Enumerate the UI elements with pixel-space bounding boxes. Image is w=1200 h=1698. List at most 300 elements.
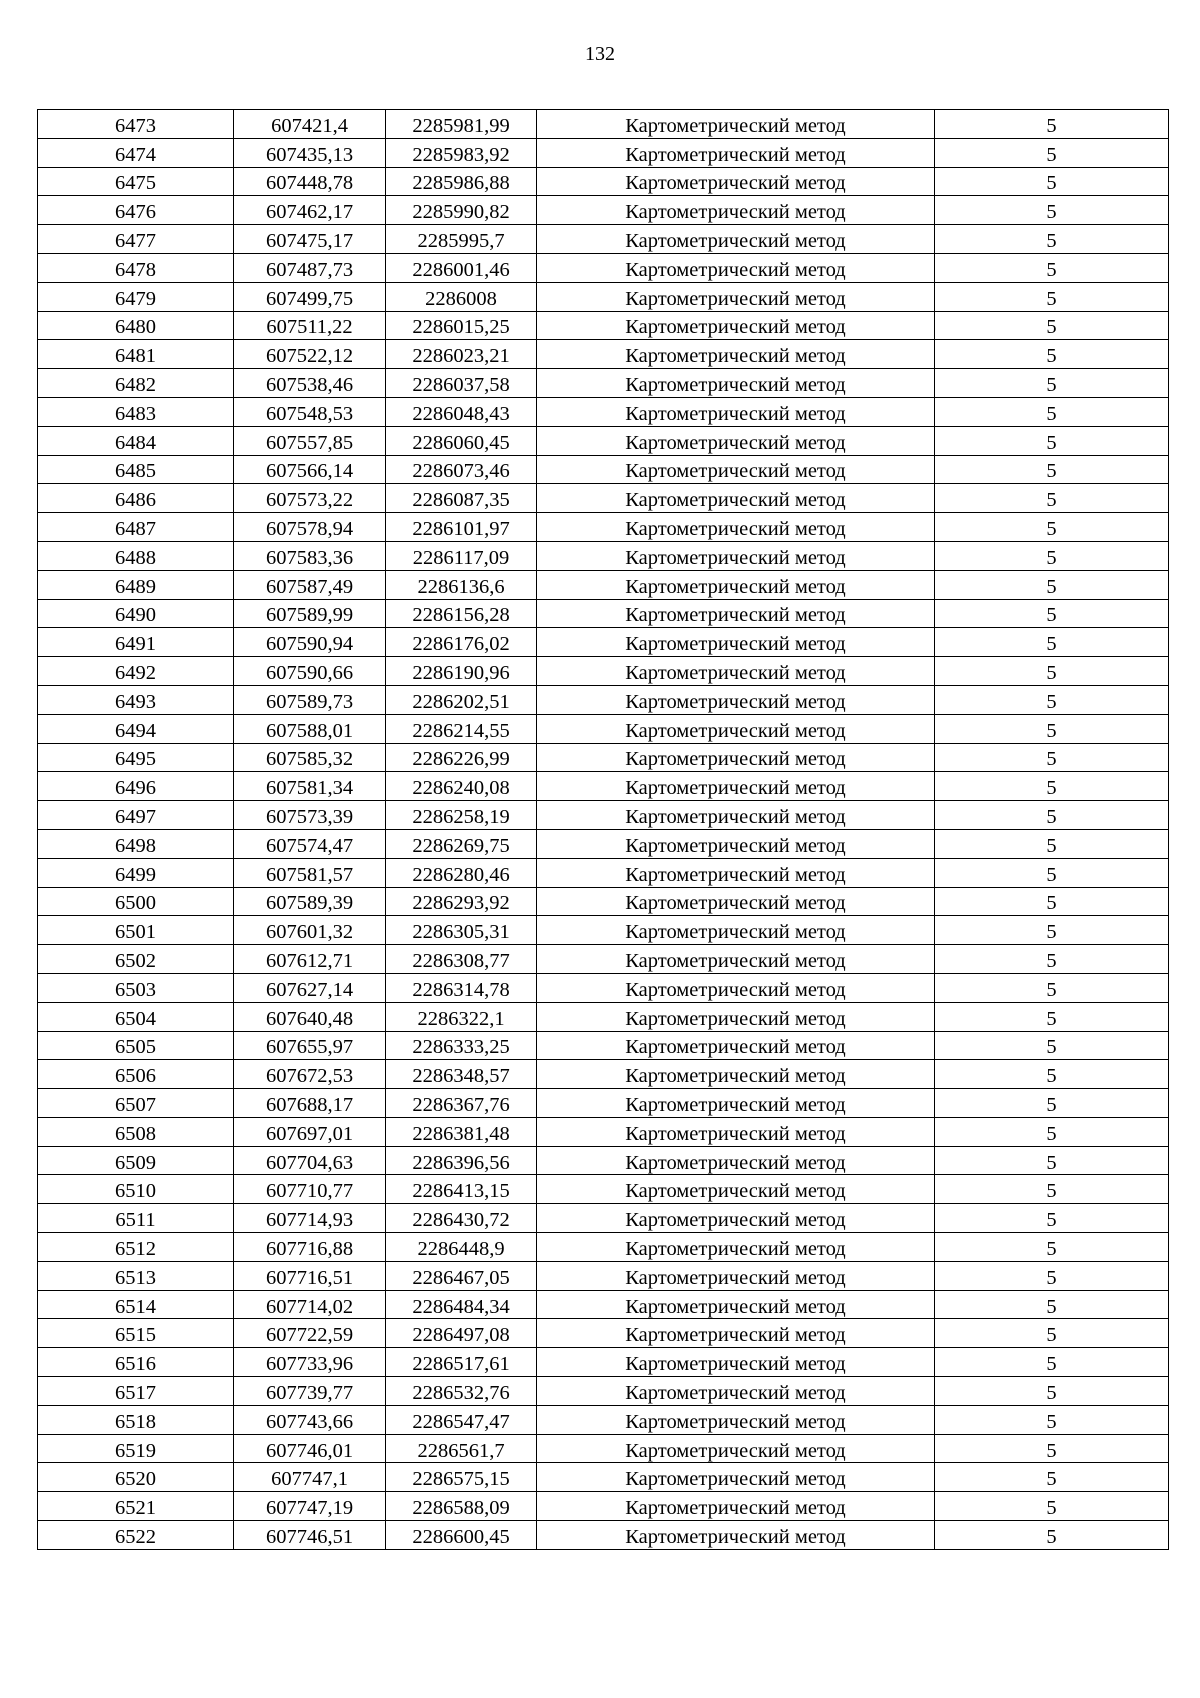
method-text: Картометрический метод: [625, 518, 846, 541]
accuracy-text: 5: [1046, 1007, 1057, 1030]
table-row: [38, 1204, 1169, 1233]
x-coordinate-text: 607612,71: [265, 950, 354, 972]
method-cell: [537, 945, 935, 974]
y-coordinate-cell: [386, 1377, 537, 1406]
y-coordinate-text: 2286381,48: [412, 1122, 510, 1145]
y-coordinate-text: 2286214,55: [412, 719, 510, 742]
y-coordinate-cell: [386, 426, 537, 455]
y-coordinate-cell: [386, 369, 537, 398]
point-number-cell: [38, 340, 234, 369]
x-coordinate-cell: [234, 1002, 386, 1031]
accuracy-cell: [935, 426, 1169, 455]
point-number-text: 6520: [115, 1468, 156, 1491]
method-text: Картометрический метод: [625, 719, 846, 742]
method-text: Картометрический метод: [625, 662, 846, 685]
point-number-cell: [38, 829, 234, 858]
method-text: Картометрический метод: [625, 460, 846, 483]
accuracy-text: 5: [1046, 230, 1057, 253]
x-coordinate-text: 607733,96: [265, 1353, 354, 1376]
table-row: [38, 1405, 1169, 1434]
method-cell: [537, 1089, 935, 1118]
x-coordinate-text: 607672,53: [265, 1065, 354, 1088]
coordinates-table: [37, 109, 1169, 1550]
x-coordinate-cell: [234, 1348, 386, 1377]
y-coordinate-text: 2286484,34: [412, 1295, 510, 1318]
y-coordinate-text: 2286547,47: [412, 1410, 510, 1433]
y-coordinate-cell: [386, 945, 537, 974]
y-coordinate-cell: [386, 225, 537, 254]
y-coordinate-cell: [386, 541, 537, 570]
y-coordinate-text: 2286430,72: [412, 1209, 510, 1232]
x-coordinate-cell: [234, 829, 386, 858]
x-coordinate-text: 607722,59: [265, 1324, 354, 1347]
method-text: Картометрический метод: [625, 345, 846, 368]
accuracy-cell: [935, 1146, 1169, 1175]
accuracy-text: 5: [1046, 172, 1057, 195]
point-number-cell: [38, 253, 234, 282]
table-row: [38, 1290, 1169, 1319]
table-row: [38, 829, 1169, 858]
point-number-text: 6483: [115, 402, 156, 425]
accuracy-cell: [935, 1463, 1169, 1492]
y-coordinate-cell: [386, 570, 537, 599]
method-text: Картометрический метод: [625, 1266, 846, 1289]
y-coordinate-text: 2285986,88: [412, 172, 510, 195]
accuracy-cell: [935, 513, 1169, 542]
method-text: Картометрический метод: [625, 431, 846, 454]
x-coordinate-text: 607566,14: [265, 460, 354, 483]
method-text: Картометрический метод: [625, 806, 846, 829]
point-number-cell: [38, 1117, 234, 1146]
x-coordinate-cell: [234, 1117, 386, 1146]
point-number-cell: [38, 1521, 234, 1550]
table-row: [38, 772, 1169, 801]
point-number-text: 6489: [115, 575, 156, 598]
x-coordinate-cell: [234, 1204, 386, 1233]
point-number-text: 6516: [115, 1353, 156, 1376]
y-coordinate-text: 2286517,61: [412, 1353, 510, 1376]
x-coordinate-cell: [234, 513, 386, 542]
y-coordinate-cell: [386, 1319, 537, 1348]
method-text: Картометрический метод: [625, 748, 846, 771]
x-coordinate-text: 607746,51: [265, 1525, 354, 1548]
method-text: Картометрический метод: [625, 1151, 846, 1174]
accuracy-text: 5: [1046, 662, 1057, 685]
x-coordinate-text: 607557,85: [265, 431, 354, 454]
method-text: Картометрический метод: [625, 1237, 846, 1260]
accuracy-text: 5: [1046, 1353, 1057, 1376]
x-coordinate-cell: [234, 570, 386, 599]
point-number-text: 6503: [115, 978, 156, 1001]
accuracy-text: 5: [1046, 748, 1057, 771]
x-coordinate-text: 607588,01: [265, 719, 354, 742]
point-number-text: 6488: [115, 546, 156, 569]
x-coordinate-cell: [234, 196, 386, 225]
accuracy-cell: [935, 743, 1169, 772]
point-number-cell: [38, 887, 234, 916]
accuracy-cell: [935, 397, 1169, 426]
point-number-cell: [38, 196, 234, 225]
y-coordinate-cell: [386, 1117, 537, 1146]
accuracy-text: 5: [1046, 1151, 1057, 1174]
y-coordinate-cell: [386, 1492, 537, 1521]
accuracy-text: 5: [1046, 1381, 1057, 1404]
method-cell: [537, 513, 935, 542]
method-text: Картометрический метод: [625, 1180, 846, 1203]
method-cell: [537, 599, 935, 628]
accuracy-text: 5: [1046, 950, 1057, 972]
accuracy-cell: [935, 916, 1169, 945]
accuracy-cell: [935, 1002, 1169, 1031]
table-row: [38, 1117, 1169, 1146]
y-coordinate-text: 2285983,92: [412, 143, 510, 166]
y-coordinate-cell: [386, 513, 537, 542]
y-coordinate-text: 2286293,92: [412, 892, 510, 915]
y-coordinate-text: 2285995,7: [417, 230, 505, 253]
table-row: [38, 455, 1169, 484]
x-coordinate-text: 607573,22: [265, 489, 354, 512]
x-coordinate-cell: [234, 801, 386, 830]
accuracy-text: 5: [1046, 1036, 1057, 1059]
x-coordinate-text: 607581,34: [265, 777, 354, 800]
x-coordinate-text: 607627,14: [265, 978, 354, 1001]
table-row: [38, 714, 1169, 743]
table-row: [38, 1233, 1169, 1262]
point-number-cell: [38, 455, 234, 484]
method-text: Картометрический метод: [625, 1065, 846, 1088]
x-coordinate-cell: [234, 1060, 386, 1089]
point-number-cell: [38, 1290, 234, 1319]
point-number-text: 6476: [115, 201, 156, 224]
point-number-cell: [38, 570, 234, 599]
y-coordinate-cell: [386, 1521, 537, 1550]
accuracy-text: 5: [1046, 892, 1057, 915]
method-text: Картометрический метод: [625, 950, 846, 972]
x-coordinate-text: 607589,39: [265, 892, 354, 915]
table-row: [38, 253, 1169, 282]
x-coordinate-cell: [234, 484, 386, 513]
point-number-text: 6499: [115, 863, 156, 886]
point-number-text: 6486: [115, 489, 156, 512]
accuracy-text: 5: [1046, 287, 1057, 310]
accuracy-text: 5: [1046, 431, 1057, 454]
y-coordinate-text: 2286258,19: [412, 806, 510, 829]
method-cell: [537, 426, 935, 455]
point-number-text: 6478: [115, 258, 156, 281]
point-number-cell: [38, 945, 234, 974]
y-coordinate-text: 2286136,6: [417, 575, 505, 598]
y-coordinate-text: 2286101,97: [412, 518, 510, 541]
x-coordinate-cell: [234, 282, 386, 311]
x-coordinate-cell: [234, 858, 386, 887]
point-number-cell: [38, 916, 234, 945]
point-number-text: 6477: [115, 230, 156, 253]
point-number-text: 6507: [115, 1093, 156, 1116]
method-cell: [537, 282, 935, 311]
x-coordinate-text: 607448,78: [265, 172, 354, 195]
x-coordinate-cell: [234, 397, 386, 426]
y-coordinate-text: 2286023,21: [412, 345, 510, 368]
point-number-cell: [38, 282, 234, 311]
accuracy-cell: [935, 973, 1169, 1002]
table-row: [38, 1089, 1169, 1118]
point-number-text: 6522: [115, 1525, 156, 1548]
accuracy-cell: [935, 1233, 1169, 1262]
accuracy-text: 5: [1046, 1237, 1057, 1260]
x-coordinate-text: 607640,48: [265, 1007, 354, 1030]
accuracy-cell: [935, 484, 1169, 513]
x-coordinate-text: 607574,47: [265, 834, 354, 857]
table-row: [38, 973, 1169, 1002]
method-cell: [537, 541, 935, 570]
y-coordinate-text: 2286467,05: [412, 1266, 510, 1289]
y-coordinate-cell: [386, 397, 537, 426]
method-cell: [537, 1175, 935, 1204]
x-coordinate-text: 607714,93: [265, 1209, 354, 1232]
point-number-cell: [38, 1492, 234, 1521]
method-cell: [537, 484, 935, 513]
method-text: Картометрический метод: [625, 863, 846, 886]
accuracy-text: 5: [1046, 777, 1057, 800]
x-coordinate-text: 607716,51: [265, 1266, 354, 1289]
y-coordinate-text: 2286314,78: [412, 978, 510, 1001]
point-number-text: 6487: [115, 518, 156, 541]
accuracy-cell: [935, 685, 1169, 714]
x-coordinate-cell: [234, 1521, 386, 1550]
y-coordinate-text: 2286156,28: [412, 604, 510, 627]
method-cell: [537, 397, 935, 426]
y-coordinate-cell: [386, 282, 537, 311]
x-coordinate-cell: [234, 599, 386, 628]
method-text: Картометрический метод: [625, 1525, 846, 1548]
y-coordinate-cell: [386, 110, 537, 139]
accuracy-text: 5: [1046, 978, 1057, 1001]
table-row: [38, 887, 1169, 916]
accuracy-text: 5: [1046, 345, 1057, 368]
x-coordinate-text: 607589,99: [265, 604, 354, 627]
accuracy-cell: [935, 1377, 1169, 1406]
y-coordinate-text: 2286600,45: [412, 1525, 510, 1548]
y-coordinate-text: 2285990,82: [412, 201, 510, 224]
y-coordinate-cell: [386, 973, 537, 1002]
accuracy-text: 5: [1046, 489, 1057, 512]
y-coordinate-text: 2286333,25: [412, 1036, 510, 1059]
x-coordinate-cell: [234, 369, 386, 398]
x-coordinate-cell: [234, 541, 386, 570]
y-coordinate-cell: [386, 829, 537, 858]
point-number-text: 6514: [115, 1295, 156, 1318]
y-coordinate-cell: [386, 858, 537, 887]
x-coordinate-text: 607578,94: [265, 518, 354, 541]
table-row: [38, 1521, 1169, 1550]
table-row: [38, 397, 1169, 426]
x-coordinate-cell: [234, 110, 386, 139]
x-coordinate-cell: [234, 1175, 386, 1204]
point-number-text: 6506: [115, 1065, 156, 1088]
y-coordinate-cell: [386, 887, 537, 916]
point-number-text: 6502: [115, 950, 156, 972]
accuracy-text: 5: [1046, 258, 1057, 281]
x-coordinate-cell: [234, 1146, 386, 1175]
y-coordinate-cell: [386, 1031, 537, 1060]
y-coordinate-cell: [386, 253, 537, 282]
method-text: Картометрический метод: [625, 1209, 846, 1232]
method-text: Картометрический метод: [625, 374, 846, 397]
y-coordinate-text: 2286588,09: [412, 1497, 510, 1520]
y-coordinate-text: 2286060,45: [412, 431, 510, 454]
accuracy-cell: [935, 714, 1169, 743]
x-coordinate-cell: [234, 1463, 386, 1492]
accuracy-cell: [935, 196, 1169, 225]
accuracy-cell: [935, 369, 1169, 398]
x-coordinate-text: 607590,66: [265, 662, 354, 685]
accuracy-text: 5: [1046, 114, 1057, 137]
accuracy-text: 5: [1046, 1439, 1057, 1462]
y-coordinate-cell: [386, 1290, 537, 1319]
accuracy-text: 5: [1046, 546, 1057, 569]
accuracy-text: 5: [1046, 863, 1057, 886]
accuracy-text: 5: [1046, 316, 1057, 339]
accuracy-text: 5: [1046, 402, 1057, 425]
x-coordinate-cell: [234, 1031, 386, 1060]
point-number-text: 6497: [115, 806, 156, 829]
method-text: Картометрический метод: [625, 834, 846, 857]
accuracy-cell: [935, 225, 1169, 254]
point-number-cell: [38, 225, 234, 254]
method-text: Картометрический метод: [625, 978, 846, 1001]
accuracy-text: 5: [1046, 1093, 1057, 1116]
accuracy-text: 5: [1046, 604, 1057, 627]
point-number-text: 6479: [115, 287, 156, 310]
method-text: Картометрический метод: [625, 1497, 846, 1520]
point-number-text: 6485: [115, 460, 156, 483]
method-text: Картометрический метод: [625, 172, 846, 195]
x-coordinate-text: 607739,77: [265, 1381, 354, 1404]
x-coordinate-cell: [234, 1405, 386, 1434]
method-text: Картометрический метод: [625, 1353, 846, 1376]
table-row: [38, 916, 1169, 945]
method-cell: [537, 714, 935, 743]
table-row: [38, 138, 1169, 167]
y-coordinate-cell: [386, 1434, 537, 1463]
method-cell: [537, 1060, 935, 1089]
method-text: Картометрический метод: [625, 1036, 846, 1059]
x-coordinate-cell: [234, 1434, 386, 1463]
method-cell: [537, 225, 935, 254]
x-coordinate-text: 607573,39: [265, 806, 354, 829]
point-number-cell: [38, 801, 234, 830]
x-coordinate-cell: [234, 628, 386, 657]
y-coordinate-cell: [386, 1463, 537, 1492]
x-coordinate-cell: [234, 311, 386, 340]
method-cell: [537, 1146, 935, 1175]
accuracy-text: 5: [1046, 575, 1057, 598]
point-number-cell: [38, 1434, 234, 1463]
accuracy-text: 5: [1046, 1266, 1057, 1289]
method-cell: [537, 1463, 935, 1492]
x-coordinate-text: 607511,22: [266, 316, 353, 339]
point-number-text: 6515: [115, 1324, 156, 1347]
y-coordinate-text: 2286322,1: [417, 1007, 505, 1030]
table-row: [38, 1002, 1169, 1031]
accuracy-cell: [935, 167, 1169, 196]
x-coordinate-cell: [234, 1492, 386, 1521]
table-row: [38, 570, 1169, 599]
y-coordinate-cell: [386, 340, 537, 369]
table-row: [38, 1377, 1169, 1406]
x-coordinate-text: 607475,17: [265, 230, 354, 253]
x-coordinate-text: 607499,75: [265, 287, 354, 310]
method-text: Картометрический метод: [625, 1381, 846, 1404]
method-text: Картометрический метод: [625, 258, 846, 281]
method-cell: [537, 1233, 935, 1262]
method-cell: [537, 1002, 935, 1031]
method-cell: [537, 1348, 935, 1377]
x-coordinate-text: 607688,17: [265, 1093, 354, 1116]
table-row: [38, 311, 1169, 340]
y-coordinate-cell: [386, 1348, 537, 1377]
method-text: Картометрический метод: [625, 316, 846, 339]
x-coordinate-cell: [234, 253, 386, 282]
y-coordinate-cell: [386, 196, 537, 225]
method-cell: [537, 887, 935, 916]
accuracy-cell: [935, 1261, 1169, 1290]
table-row: [38, 1348, 1169, 1377]
y-coordinate-cell: [386, 1146, 537, 1175]
point-number-text: 6512: [115, 1237, 156, 1260]
accuracy-text: 5: [1046, 1324, 1057, 1347]
point-number-cell: [38, 541, 234, 570]
point-number-text: 6480: [115, 316, 156, 339]
x-coordinate-cell: [234, 657, 386, 686]
method-cell: [537, 1204, 935, 1233]
accuracy-text: 5: [1046, 719, 1057, 742]
method-text: Картометрический метод: [625, 402, 846, 425]
method-cell: [537, 1521, 935, 1550]
method-text: Картометрический метод: [625, 1295, 846, 1318]
x-coordinate-text: 607747,19: [265, 1497, 354, 1520]
x-coordinate-cell: [234, 973, 386, 1002]
point-number-text: 6511: [115, 1209, 156, 1232]
point-number-text: 6495: [115, 748, 156, 771]
x-coordinate-cell: [234, 887, 386, 916]
y-coordinate-text: 2286269,75: [412, 834, 510, 857]
y-coordinate-text: 2286367,76: [412, 1093, 510, 1116]
point-number-text: 6513: [115, 1266, 156, 1289]
point-number-cell: [38, 1060, 234, 1089]
method-cell: [537, 973, 935, 1002]
x-coordinate-cell: [234, 945, 386, 974]
accuracy-text: 5: [1046, 1525, 1057, 1548]
y-coordinate-cell: [386, 1233, 537, 1262]
point-number-cell: [38, 743, 234, 772]
accuracy-text: 5: [1046, 460, 1057, 483]
y-coordinate-cell: [386, 1175, 537, 1204]
method-text: Картометрический метод: [625, 1410, 846, 1433]
point-number-cell: [38, 1319, 234, 1348]
point-number-text: 6504: [115, 1007, 156, 1030]
y-coordinate-text: 2286190,96: [412, 662, 510, 685]
point-number-cell: [38, 426, 234, 455]
method-cell: [537, 570, 935, 599]
method-text: Картометрический метод: [625, 633, 846, 656]
point-number-cell: [38, 1233, 234, 1262]
y-coordinate-cell: [386, 455, 537, 484]
point-number-text: 6490: [115, 604, 156, 627]
y-coordinate-cell: [386, 685, 537, 714]
method-cell: [537, 916, 935, 945]
table-row: [38, 513, 1169, 542]
